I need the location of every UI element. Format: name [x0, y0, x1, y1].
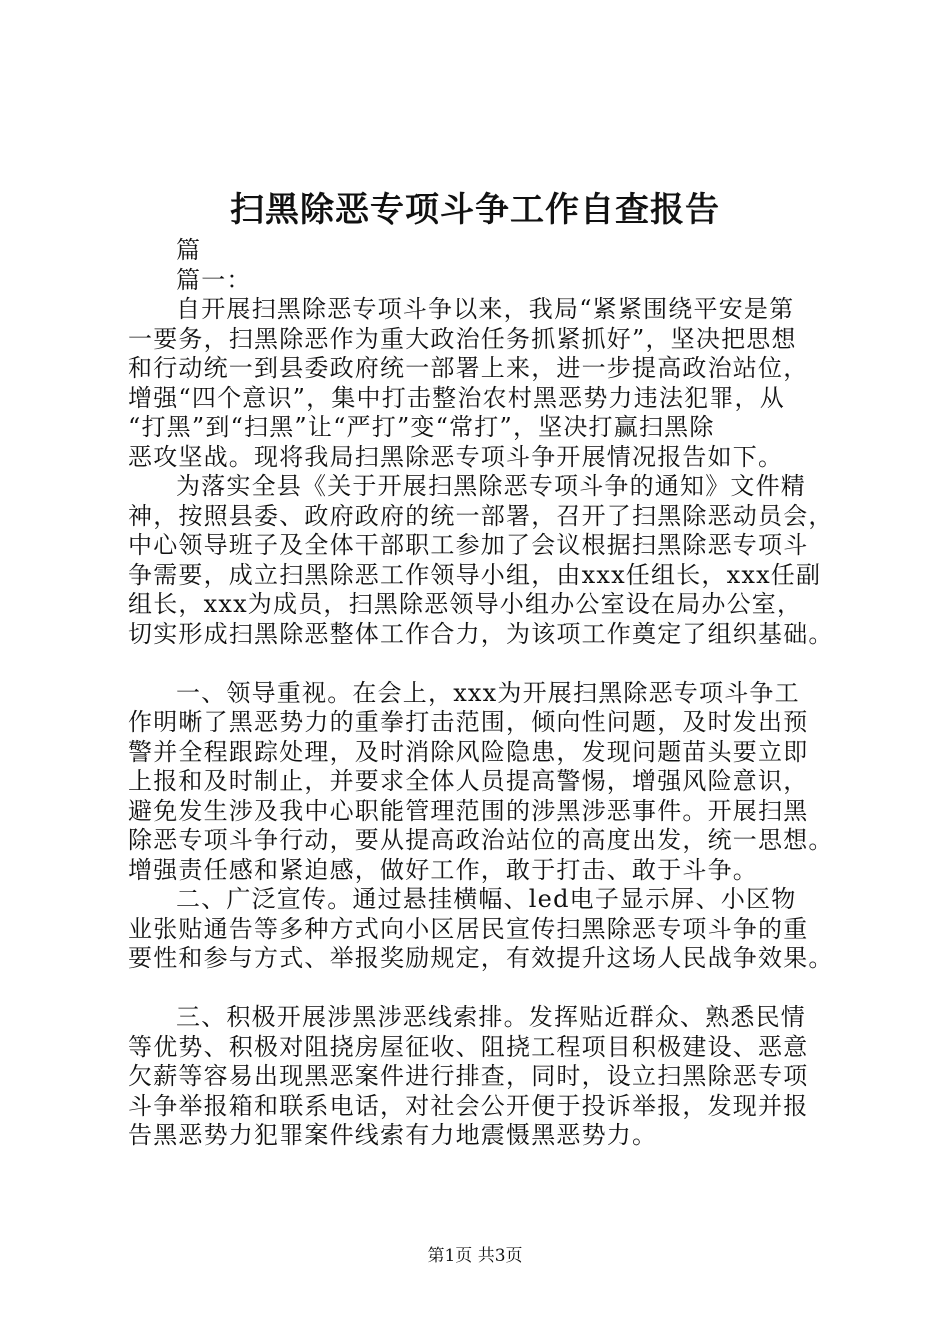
paragraph-line: 切实形成扫黑除恶整体工作合力，为该项工作奠定了组织基础。	[128, 619, 834, 648]
paragraph-line: 增强“四个意识”，集中打击整治农村黑恶势力违法犯罪，从	[128, 383, 785, 412]
paragraph	[128, 1003, 853, 1151]
paragraph-line: 争需要，成立扫黑除恶工作领导小组，由xxx任组长，xxx任副	[128, 560, 822, 589]
paragraph	[128, 885, 853, 974]
paragraph-line: 为落实全县《关于开展扫黑除恶专项斗争的通知》文件精	[176, 472, 806, 500]
paragraph-line: 一、领导重视。在会上，xxx为开展扫黑除恶专项斗争工	[176, 678, 800, 707]
paragraph-line: 和行动统一到县委政府统一部署上来，进一步提高政治站位，	[128, 354, 809, 382]
paragraph-line: 三、积极开展涉黑涉恶线索排。发挥贴近群众、熟悉民情	[176, 1003, 806, 1031]
paragraph-spacer	[128, 649, 853, 679]
page-footer: 第1页 共3页	[427, 1246, 523, 1266]
document-body	[128, 236, 853, 1151]
paragraph-line: 斗争举报箱和联系电话，对社会公开便于投诉举报，发现并报	[128, 1091, 809, 1120]
paragraph-line: 二、广泛宣传。通过悬挂横幅、led电子显示屏、小区物	[176, 885, 797, 913]
paragraph-line: 欠薪等容易出现黑恶案件进行排查，同时，设立扫黑除恶专项	[128, 1062, 809, 1090]
paragraph-line: 要性和参与方式、举报奖励规定，有效提升这场人民战争效果。	[128, 944, 834, 972]
paragraph-line: 中心领导班子及全体干部职工参加了会议根据扫黑除恶专项斗	[128, 531, 809, 559]
paragraph-line: 增强责任感和紧迫感，做好工作，敢于打击、敢于斗争。	[128, 855, 758, 884]
paragraph-line: 等优势、积极对阻挠房屋征收、阻挠工程项目积极建设、恶意	[128, 1032, 809, 1061]
paragraph-line: 一要务，扫黑除恶作为重大政治任务抓紧抓好”，坚决把思想	[128, 324, 797, 353]
paragraph-line: 除恶专项斗争行动，要从提高政治站位的高度出发，统一思想。	[128, 826, 834, 854]
paragraph-line: 自开展扫黑除恶专项斗争以来，我局“紧紧围绕平安是第	[176, 295, 795, 323]
paragraph-line: 避免发生涉及我中心职能管理范围的涉黑涉恶事件。开展扫黑	[128, 796, 809, 825]
paragraph-line: 业张贴通告等多种方式向小区居民宣传扫黑除恶专项斗争的重	[128, 914, 809, 943]
section-heading-pian-one: 篇一：	[176, 265, 252, 294]
paragraph-line: 告黑恶势力犯罪案件线索有力地震慑黑恶势力。	[128, 1121, 658, 1149]
paragraph-line: 作明晰了黑恶势力的重拳打击范围，倾向性问题，及时发出预	[128, 708, 809, 736]
paragraph	[128, 679, 853, 886]
paragraph-line: 警并全程跟踪处理，及时消除风险隐患，发现问题苗头要立即	[128, 737, 809, 766]
document-title: 扫黑除恶专项斗争工作自查报告	[230, 190, 720, 230]
paragraph-line: 神，按照县委、政府政府的统一部署，召开了扫黑除恶动员会，	[128, 501, 834, 530]
paragraph-line: “打黑”到“扫黑”让“严打”变“常打”，坚决打赢扫黑除	[128, 413, 715, 441]
paragraph-line: 恶攻坚战。现将我局扫黑除恶专项斗争开展情况报告如下。	[128, 442, 784, 471]
paragraph-line: 上报和及时制止，并要求全体人员提高警惕，增强风险意识，	[128, 767, 809, 795]
paragraph	[128, 472, 853, 649]
paragraph	[128, 295, 853, 472]
paragraph-line: 组长，xxx为成员，扫黑除恶领导小组办公室设在局办公室，	[128, 590, 803, 618]
section-heading-pian: 篇	[176, 236, 202, 264]
paragraph-spacer	[128, 974, 853, 1004]
